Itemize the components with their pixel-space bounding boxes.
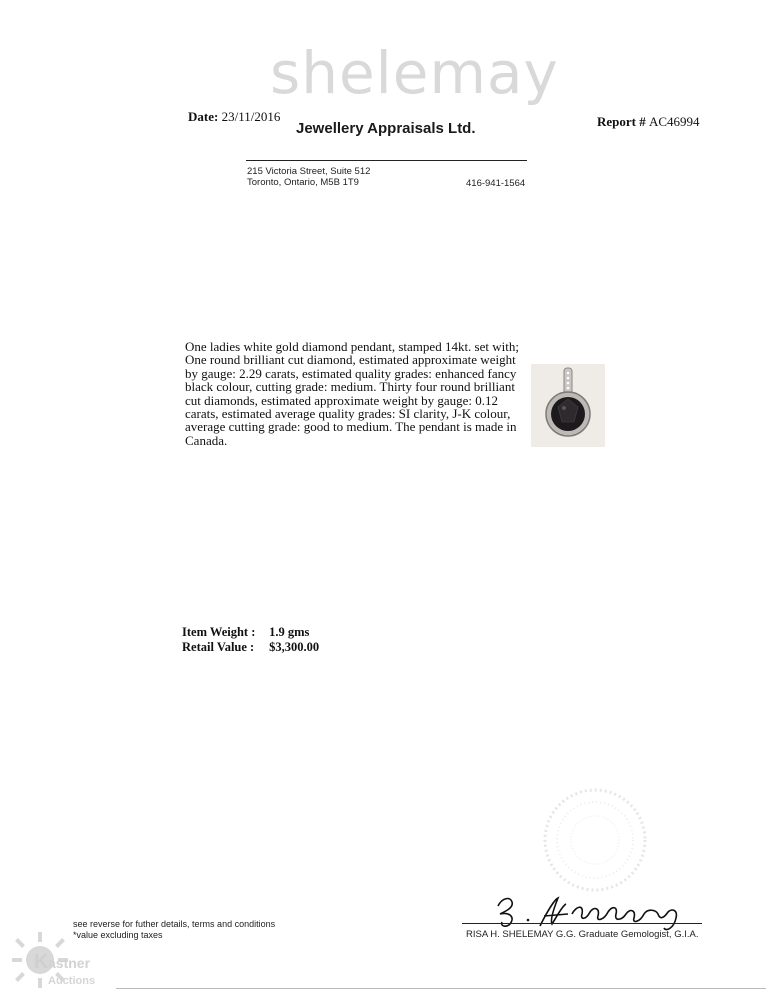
address-line: Toronto, Ontario, M5B 1T9 [247, 177, 359, 188]
bottom-divider [116, 988, 766, 989]
svg-text:Auctions: Auctions [48, 975, 96, 987]
item-description: One ladies white gold diamond pendant, stamped 14kt. set with; One round brilliant cut diamond, estimated approximate weight by gauge: 2.29 carats, estimated quality grades: enhanced fancy black colour, cutting grade: medium. Thirty four round brilliant cut diamonds, estimated approximate weight by gauge: 0.12 carats, estimated average quality grades: SI clarity, J-K colour, average cutting grade: good to medium. The pendant is made in Canada. [185, 339, 519, 448]
signer-name: RISA H. SHELEMAY G.G. Graduate Gemologist, G.I.A. [466, 929, 699, 940]
address-block [247, 166, 370, 188]
report-number [597, 114, 700, 130]
date-value: 23/11/2016 [221, 109, 281, 124]
weight-row [182, 625, 319, 640]
address-line: 215 Victoria Street, Suite 512 [247, 166, 371, 177]
company-name: Jewellery Appraisals Ltd. [296, 120, 476, 137]
retail-row [182, 640, 319, 655]
signature-line [462, 923, 702, 924]
embossed-seal [540, 785, 650, 895]
report-label: Report # [597, 114, 646, 129]
pendant-photo [531, 364, 605, 447]
retail-value: $3,300.00 [269, 640, 320, 654]
svg-text:K: K [34, 951, 49, 973]
header-divider [246, 160, 527, 161]
report-value: AC46994 [649, 114, 700, 129]
retail-label: Retail Value : [182, 640, 255, 654]
tax-note: *value excluding taxes [73, 929, 163, 940]
phone-number: 416-941-1564 [466, 178, 526, 189]
svg-text:astner: astner [48, 955, 91, 971]
weight-label: Item Weight : [182, 625, 256, 639]
company-logo: shelemay [270, 39, 559, 107]
weight-value: 1.9 gms [269, 625, 310, 639]
terms-note: see reverse for futher details, terms and conditions [73, 919, 276, 929]
date-label: Date: [188, 109, 219, 124]
date-field [188, 109, 280, 125]
item-details [182, 625, 319, 655]
kastner-watermark-logo [8, 928, 118, 996]
